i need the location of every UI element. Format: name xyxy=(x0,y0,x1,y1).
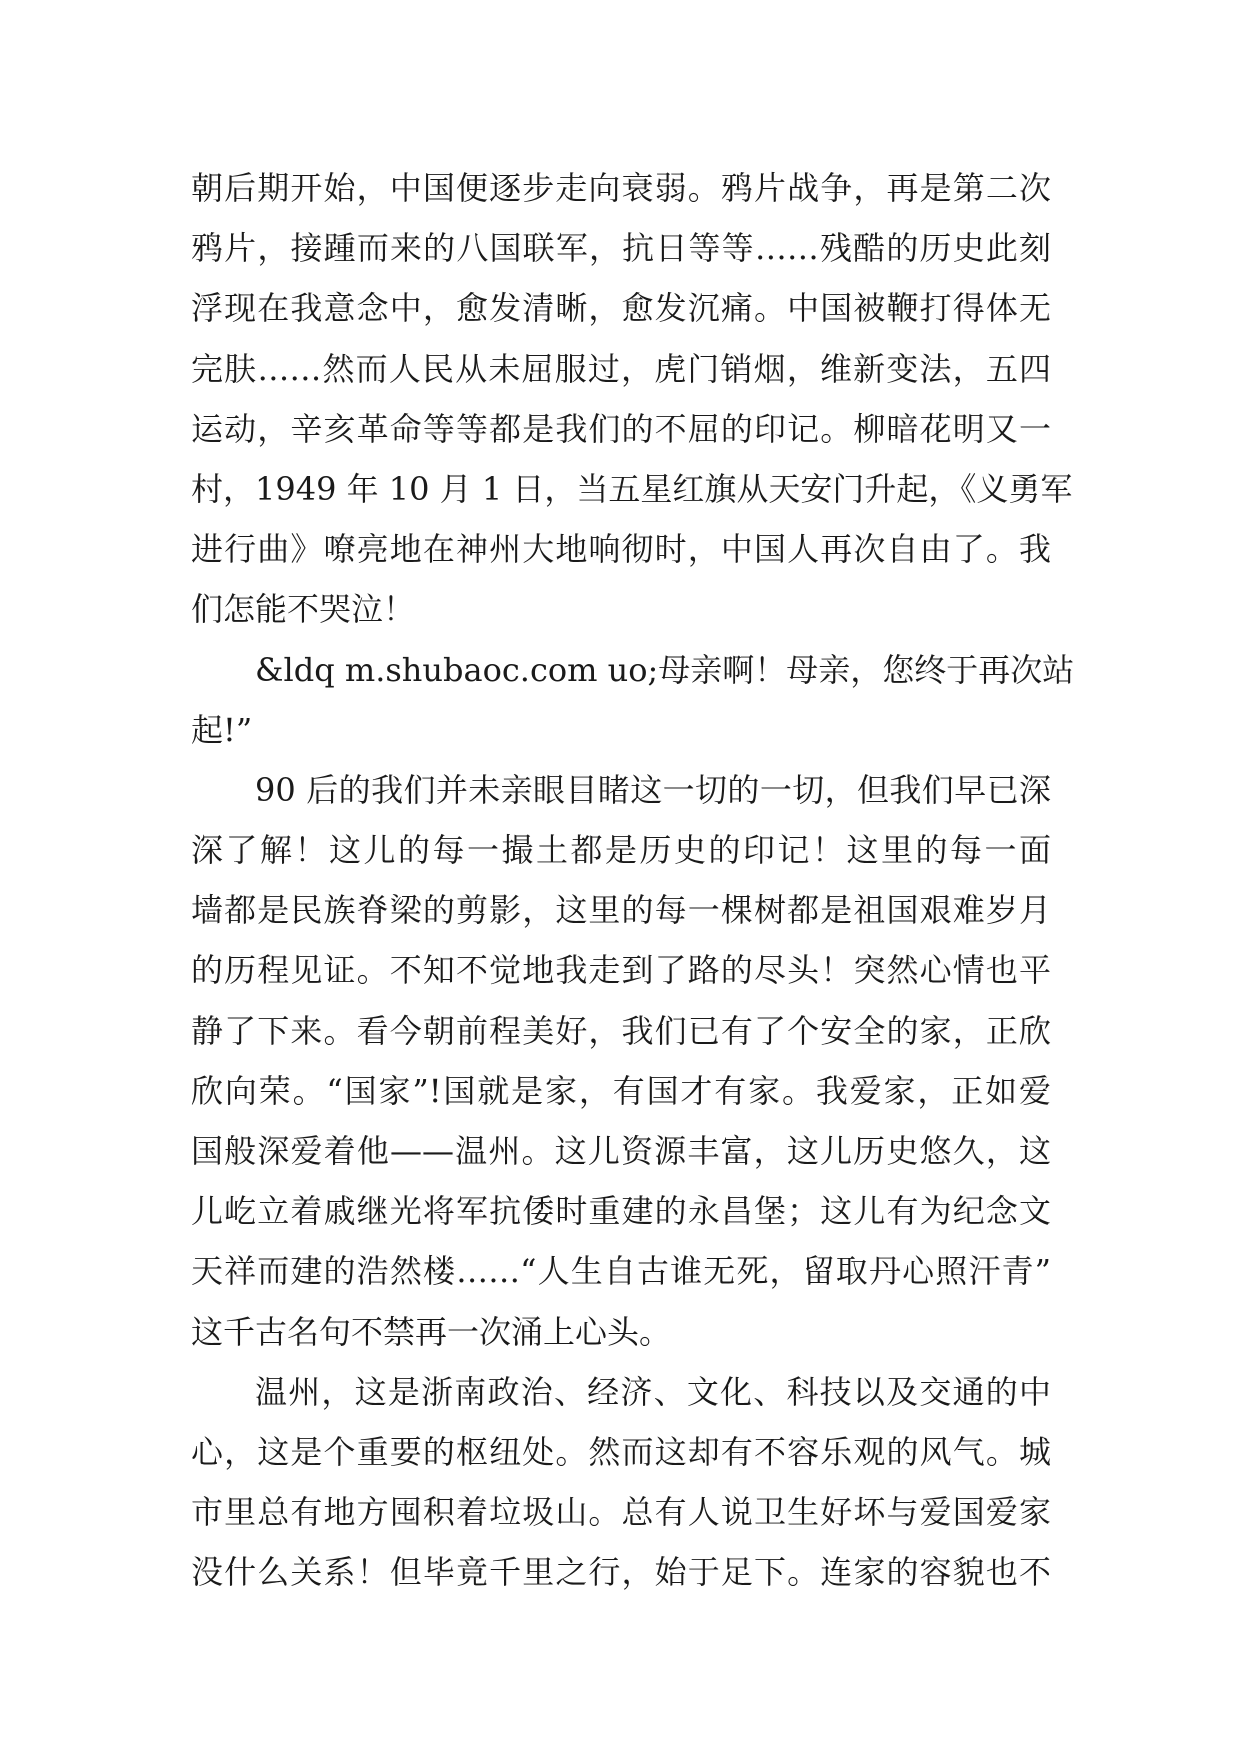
text-line: 心，这是个重要的枢纽处。然而这却有不容乐观的风气。城 xyxy=(191,1432,1051,1471)
text-line: 温州，这是浙南政治、经济、文化、科技以及交通的中 xyxy=(255,1372,1051,1411)
text-line: 朝后期开始，中国便逐步走向衰弱。鸦片战争，再是第二次 xyxy=(191,169,1051,207)
text-line: 国般深爱着他——温州。这儿资源丰富，这儿历史悠久，这 xyxy=(191,1132,1051,1170)
body-text xyxy=(191,158,1075,1603)
text-line: 运动，辛亥革命等等都是我们的不屈的印记。柳暗花明又一 xyxy=(191,409,1051,448)
text-line: 们怎能不哭泣！ xyxy=(191,590,416,629)
text-line: &ldq m.shubaoc.com uo;母亲啊！母亲，您终于再次站 xyxy=(255,650,1075,689)
text-line: 的历程见证。不知不觉地我走到了路的尽头！突然心情也平 xyxy=(191,951,1051,990)
text-line: 起!” xyxy=(191,710,253,749)
text-line: 进行曲》嘹亮地在神州大地响彻时，中国人再次自由了。我 xyxy=(191,530,1051,569)
text-line: 市里总有地方囤积着垃圾山。总有人说卫生好坏与爱国爱家 xyxy=(191,1493,1051,1532)
text-line: 鸦片，接踵而来的八国联军，抗日等等……残酷的历史此刻 xyxy=(191,229,1051,268)
text-line: 欣向荣。“国家”!国就是家，有国才有家。我爱家，正如爱 xyxy=(191,1071,1051,1110)
text-line: 深了解！这儿的每一撮土都是历史的印记！这里的每一面 xyxy=(191,831,1051,870)
text-line: 村，1949 年 10 月 1 日，当五星红旗从天安门升起，《义勇军 xyxy=(191,469,1073,508)
text-line: 完肤……然而人民从未屈服过，虎门销烟，维新变法，五四 xyxy=(191,349,1051,388)
text-line: 墙都是民族脊梁的剪影，这里的每一棵树都是祖国艰难岁月 xyxy=(191,891,1051,930)
text-line: 90 后的我们并未亲眼目睹这一切的一切，但我们早已深 xyxy=(255,770,1051,809)
text-line: 没什么关系！但毕竟千里之行，始于足下。连家的容貌也不 xyxy=(191,1553,1051,1592)
text-line: 浮现在我意念中，愈发清晰，愈发沉痛。中国被鞭打得体无 xyxy=(191,289,1051,328)
text-line: 这千古名句不禁再一次涌上心头。 xyxy=(191,1312,672,1351)
text-line: 静了下来。看今朝前程美好，我们已有了个安全的家，正欣 xyxy=(191,1011,1051,1050)
text-line: 天祥而建的浩然楼……“人生自古谁无死，留取丹心照汗青” xyxy=(191,1252,1051,1291)
text-line: 儿屹立着戚继光将军抗倭时重建的永昌堡；这儿有为纪念文 xyxy=(191,1192,1051,1231)
